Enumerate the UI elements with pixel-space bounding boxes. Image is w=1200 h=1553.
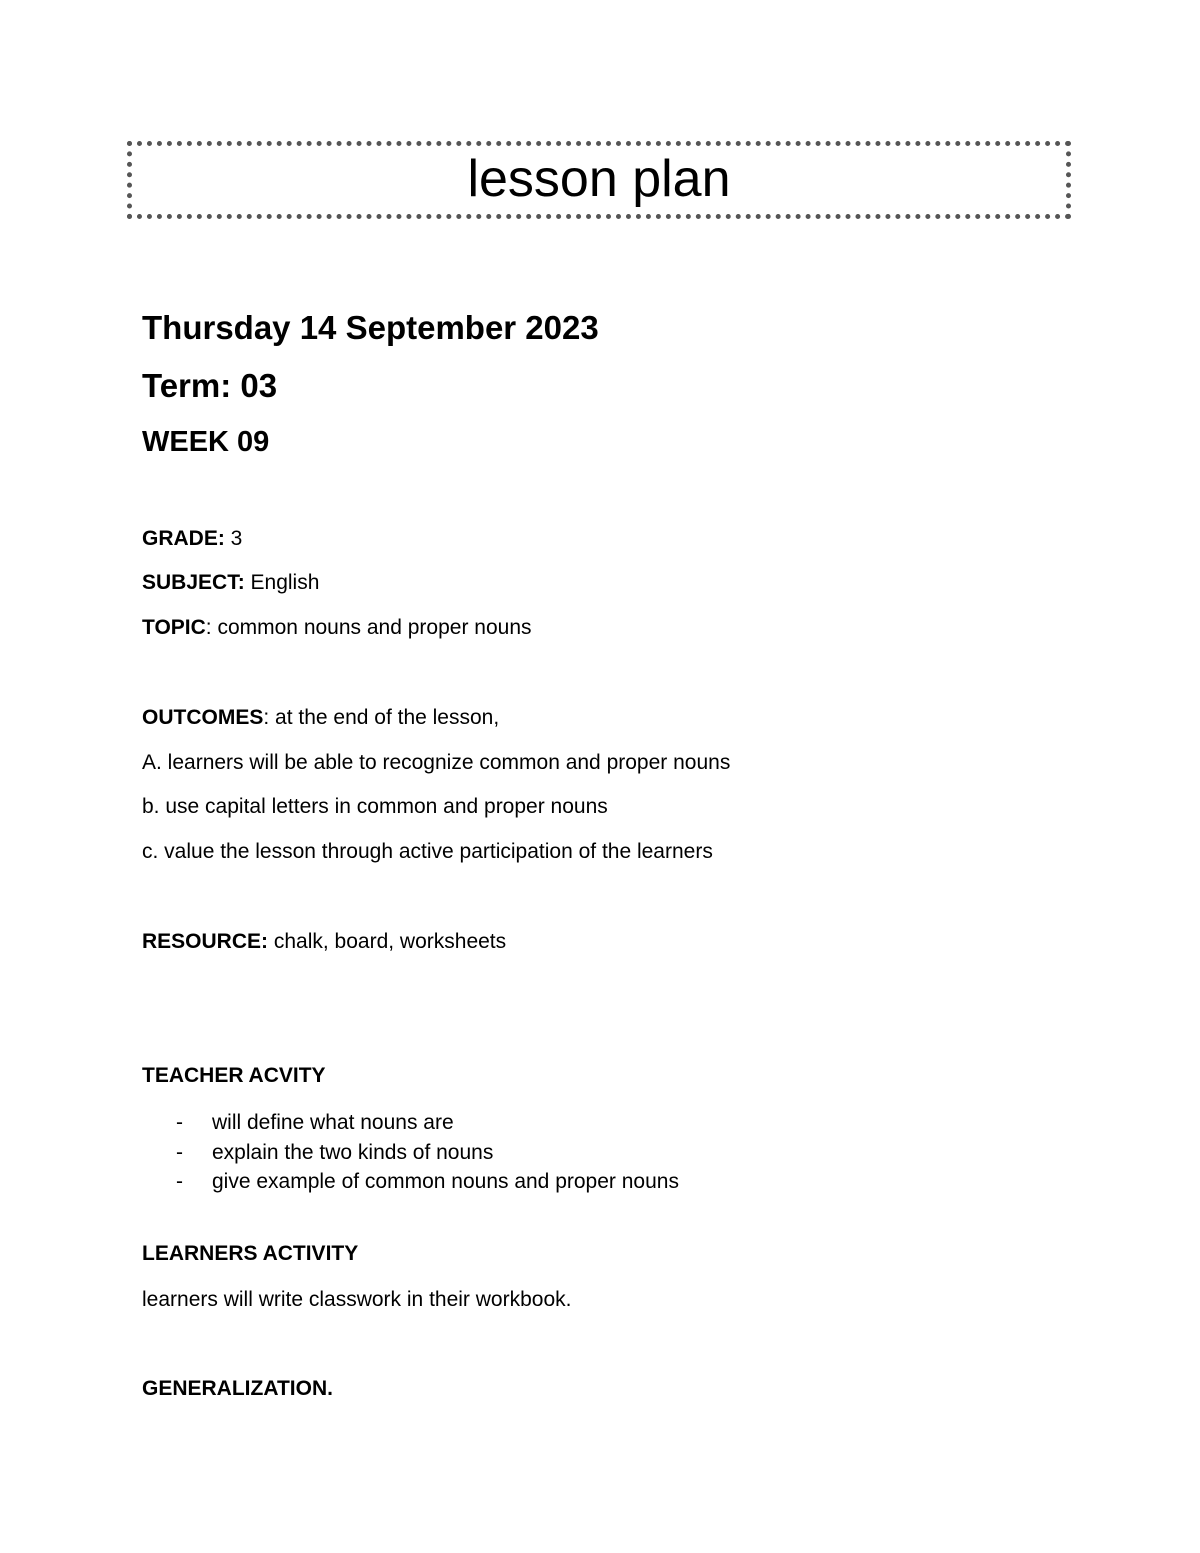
outcomes-field xyxy=(142,706,499,730)
outcomes-label: OUTCOMES xyxy=(142,706,264,729)
dash-bullet: - xyxy=(176,1140,183,1164)
outcome-item: c. value the lesson through active participation of the learners xyxy=(142,840,713,863)
learners-activity-heading-text: LEARNERS ACTIVITY xyxy=(142,1242,359,1265)
teacher-activity-heading xyxy=(142,1064,326,1088)
lesson-term: Term: 03 xyxy=(142,367,278,404)
grade-value: 3 xyxy=(224,527,243,550)
lesson-week: WEEK 09 xyxy=(142,426,270,458)
subject-field xyxy=(142,571,319,595)
outcome-item: A. learners will be able to recognize common and proper nouns xyxy=(142,751,731,774)
subject-value: English xyxy=(244,571,320,594)
title-box xyxy=(127,141,1071,219)
list-item-text: give example of common nouns and proper nouns xyxy=(212,1170,679,1193)
list-item xyxy=(142,1167,679,1197)
subject-label: SUBJECT: xyxy=(142,571,245,594)
outcomes-value: : at the end of the lesson, xyxy=(263,706,500,729)
resource-label: RESOURCE: xyxy=(142,930,269,953)
dash-bullet: - xyxy=(176,1170,183,1193)
learners-activity-heading xyxy=(142,1242,358,1266)
topic-value: : common nouns and proper nouns xyxy=(205,616,532,639)
list-item-text: will define what nouns are xyxy=(212,1111,454,1134)
outcome-item: b. use capital letters in common and proper nouns xyxy=(142,795,608,818)
teacher-activity-heading-text: TEACHER ACVITY xyxy=(142,1064,326,1087)
learners-activity-text: learners will write classwork in their workbook. xyxy=(142,1288,572,1311)
topic-label: TOPIC xyxy=(142,616,206,639)
document-title: lesson plan xyxy=(467,150,731,208)
teacher-activity-list xyxy=(142,1108,679,1197)
list-item xyxy=(142,1108,679,1138)
lesson-date: Thursday 14 September 2023 xyxy=(142,309,599,346)
grade-label: GRADE: xyxy=(142,527,225,550)
grade-field xyxy=(142,527,242,551)
list-item xyxy=(142,1138,679,1168)
resource-field xyxy=(142,930,506,954)
generalization-heading-text: GENERALIZATION. xyxy=(142,1377,333,1400)
generalization-heading xyxy=(142,1377,333,1401)
list-item-text: explain the two kinds of nouns xyxy=(212,1140,494,1164)
resource-value: chalk, board, worksheets xyxy=(268,930,507,953)
topic-field xyxy=(142,616,532,640)
dash-bullet: - xyxy=(176,1111,183,1134)
